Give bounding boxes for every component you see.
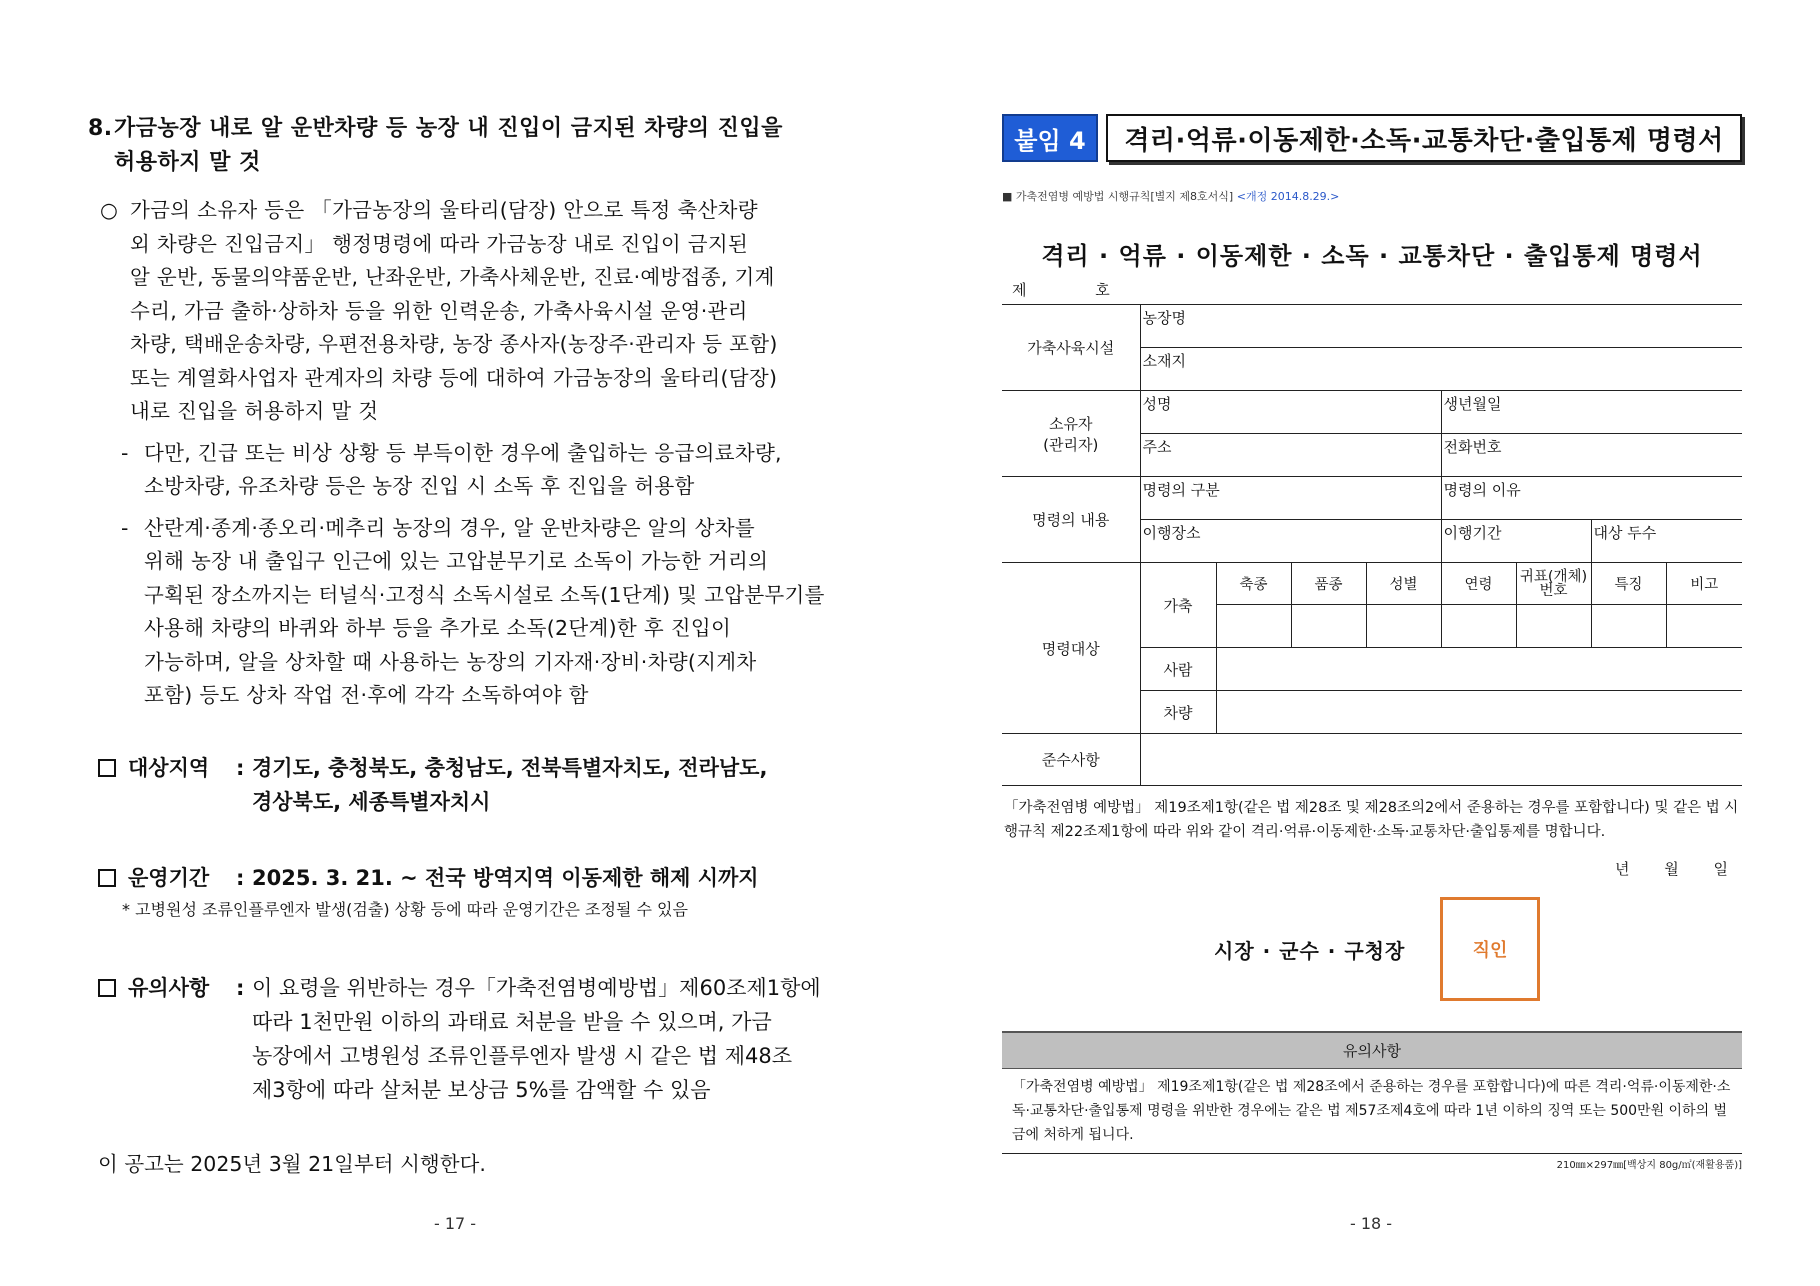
phone-field: 전화번호 (1441, 434, 1742, 477)
exec-place-field: 이행장소 (1140, 520, 1441, 563)
livestock-label: 가축 (1140, 563, 1216, 648)
farm-name-field: 농장명 (1140, 305, 1742, 348)
attachment-title: 격리·억류·이동제한·소독·교통차단·출입통제 명령서 (1106, 114, 1742, 162)
owner-label: 소유자 (관리자) (1002, 391, 1140, 477)
order-form-table (1002, 304, 1742, 786)
circle-bullet: ○ (100, 198, 119, 222)
col-age: 연령 (1441, 563, 1516, 605)
col-species: 축종 (1216, 563, 1291, 605)
effective-date-statement: 이 공고는 2025년 3월 21일부터 시행한다. (98, 1151, 486, 1176)
address-field: 주소 (1140, 434, 1441, 477)
attachment-badge: 붙임 4 (1002, 114, 1098, 162)
dash-item-egg-farm: - 산란계·종계·종오리·메추리 농장의 경우, 알 운반차량은 알의 상차를 위해 농장 내 출입구 인근에 있는 고압분무기로 소독이 가능한 거리의 구획된 장소까지는 터널식·고정식 소독시설로 소독(1단계) 및 고압분무기를 사용해 차량의 바퀴와 하부 등을 추가로 소독(2단계)한 후 진입이 가능하며, 알을 상차할 때 사용하는 농장의 기자재·장비·차량(지게차 포함) 등도 상차 작업 전·후에 각각 소독하여야 함 (121, 515, 825, 707)
compliance-label: 준수사항 (1002, 734, 1140, 786)
attachment-header (1002, 114, 1742, 162)
period-note: * 고병원성 조류인플루엔자 발생(검출) 상황 등에 따라 운영기간은 조정될 수 있음 (122, 899, 688, 919)
target-region: 대상지역 : 경기도, 충청북도, 충청남도, 전북특별자치도, 전라남도, 경상북도, 세종특별자치시 (88, 751, 840, 819)
vehicle-field (1216, 691, 1742, 734)
operating-period: 운영기간 : 2025. 3. 21. ~ 전국 방역지역 이동제한 해제 시까지 (88, 861, 840, 895)
compliance-field (1140, 734, 1742, 786)
facility-label: 가축사육시설 (1002, 305, 1140, 391)
order-reason-field: 명령의 이유 (1441, 477, 1742, 520)
checkbox-square-icon (98, 759, 116, 777)
form-title: 격리 · 억류 · 이동제한 · 소독 · 교통차단 · 출입통제 명령서 (1041, 242, 1703, 270)
main-bullet-paragraph: ○ 가금의 소유자 등은 「가금농장의 울타리(담장) 안으로 특정 축산차량 외 차량은 진입금지」 행정명령에 따라 가금농장 내로 진입이 금지된 알 운반, 동물의약품운반, 난좌운반, 가축사체운반, 진료·예방접종, 기계 수리, 가금 출하·상하차 등을 위한 인력운송, 가축사육시설 운영·관리 차량, 택배운송차량, 우편전용차량, 농장 종사자(농장주·관리자 등 포함) 또는 계열화사업자 관계자의 차량 등에 대하여 가금농장의 울타리(담장) 내로 진입을 허용하지 말 것 (88, 194, 840, 429)
paper-spec: 210㎜×297㎜[백상지 80g/㎡(재활용품)] (1556, 1160, 1742, 1171)
livestock-cell (1666, 605, 1742, 648)
left-page (88, 112, 840, 1177)
livestock-cell (1216, 605, 1291, 648)
page-number-left: - 17 - (434, 1214, 477, 1233)
livestock-cell (1591, 605, 1666, 648)
livestock-cell (1366, 605, 1441, 648)
document-number-label: 제 호 (1012, 281, 1142, 299)
col-eartag: 귀표(개체)번호 (1516, 563, 1591, 605)
exec-period-field: 이행기간 (1441, 520, 1591, 563)
col-sex: 성별 (1366, 563, 1441, 605)
checkbox-square-icon (98, 979, 116, 997)
vehicle-label: 차량 (1140, 691, 1216, 734)
person-field (1216, 648, 1742, 691)
form-reference: ■ 가축전염병 예방법 시행규칙[별지 제8호서식] <개정 2014.8.29.> (1002, 190, 1340, 203)
livestock-cell (1291, 605, 1366, 648)
col-feature: 특징 (1591, 563, 1666, 605)
signer-title: 시장 · 군수 · 구청장 (1214, 939, 1406, 963)
dash-item-emergency: - 다만, 긴급 또는 비상 상황 등 부득이한 경우에 출입하는 응급의료차량, 소방차량, 유조차량 등은 농장 진입 시 소독 후 진입을 허용함 (121, 440, 782, 498)
official-seal-box: 직인 (1440, 897, 1540, 1001)
caution-section: 유의사항 : 이 요령을 위반하는 경우「가축전염병예방법」제60조제1항에 따라 1천만원 이하의 과태료 처분을 받을 수 있으며, 가금 농장에서 고병원성 조류인플루엔자 발생 시 같은 법 제48조 제3항에 따라 살처분 보상금 5%를 감액할 수 있음 (88, 971, 840, 1107)
birth-field: 생년월일 (1441, 391, 1742, 434)
livestock-cell (1441, 605, 1516, 648)
livestock-cell (1516, 605, 1591, 648)
right-page (1002, 114, 1742, 1171)
date-line: 년 월 일 (1614, 860, 1728, 878)
section-8-title: 8.가금농장 내로 알 운반차량 등 농장 내 진입이 금지된 차량의 진입을 허용하지 말 것 (88, 116, 783, 175)
target-count-field: 대상 두수 (1591, 520, 1742, 563)
order-content-label: 명령의 내용 (1002, 477, 1140, 563)
legal-basis-text: 「가축전염병 예방법」 제19조제1항(같은 법 제28조 및 제28조의2에서 준용하는 경우를 포함합니다) 및 같은 법 시행규칙 제22조제1항에 따라 위와 같이 격리·억류·이동제한·소독·교통차단·출입통제를 명합니다. (1004, 800, 1739, 840)
location-field: 소재지 (1140, 348, 1742, 391)
checkbox-square-icon (98, 869, 116, 887)
caution-header: 유의사항 (1002, 1031, 1742, 1069)
col-remark: 비고 (1666, 563, 1742, 605)
page-number-right: - 18 - (1350, 1214, 1393, 1233)
person-label: 사람 (1140, 648, 1216, 691)
col-breed: 품종 (1291, 563, 1366, 605)
caution-text: 「가축전염병 예방법」 제19조제1항(같은 법 제28조에서 준용하는 경우를 포함합니다)에 따른 격리·억류·이동제한·소독·교통차단·출입통제 명령을 위반한 경우에는 같은 법 제57조제4호에 따라 1년 이하의 징역 또는 500만원 이하의 벌금에 처하게 됩니다. (1002, 1069, 1742, 1154)
signature-area (1002, 895, 1742, 1005)
order-type-field: 명령의 구분 (1140, 477, 1441, 520)
order-target-label: 명령대상 (1002, 563, 1140, 734)
name-field: 성명 (1140, 391, 1441, 434)
